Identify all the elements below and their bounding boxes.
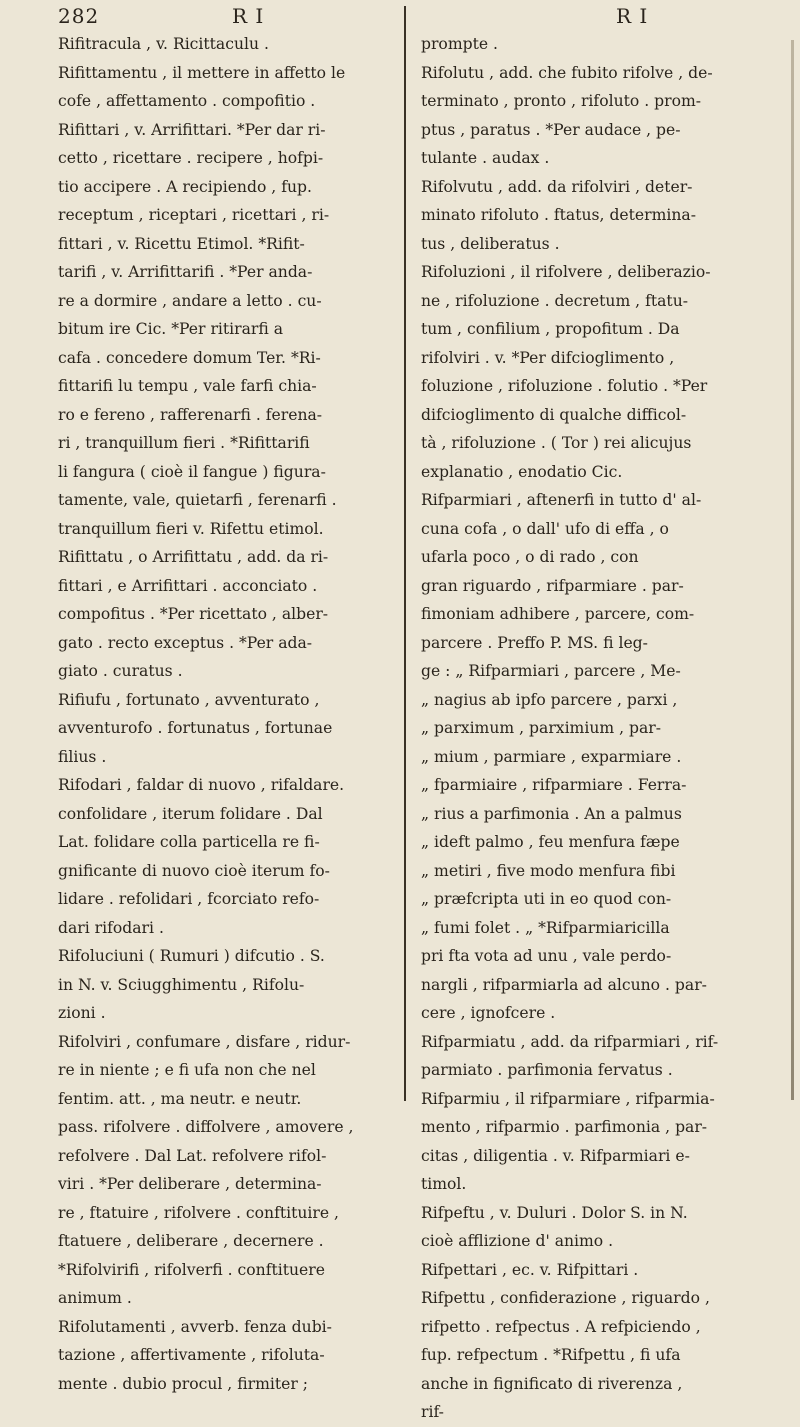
- entry-line: „ nagius ab ipfo parcere , parxi ,: [421, 690, 678, 709]
- left-column: [58, 30, 403, 1398]
- entry-line: giato . curatus .: [58, 662, 183, 680]
- entry-line: cioè afflizione d' animo .: [421, 1232, 614, 1250]
- entry-line: Rifiufu , fortunato , avventurato ,: [58, 690, 320, 709]
- entry-line: Rifolutamenti , avverb. fenza dubi-: [58, 1317, 332, 1336]
- entry-line: lidare . refolidari , fcorciato refo-: [58, 890, 320, 908]
- entry-line: Rifolviri , confumare , disfare , ridur-: [58, 1032, 351, 1051]
- entry-line: ge : „ Rifparmiari , parcere , Me-: [421, 662, 681, 680]
- entry-line: ro e fereno , rafferenarfi . ferena-: [58, 405, 323, 424]
- entry-line: fup. refpectum . *Rifpettu , fi ufa: [421, 1346, 681, 1364]
- entry-line: mento , rifparmio . parfimonia , par-: [421, 1118, 708, 1136]
- entry-line: filius .: [58, 747, 107, 766]
- entry-line: li fangura ( cioè il fangue ) figura-: [58, 462, 326, 481]
- entry-line: „ fumi folet . „ *Rifparmiaricilla: [421, 918, 670, 937]
- entry-line: Rifparmiu , il rifparmiare , rifparmia-: [421, 1089, 715, 1108]
- entry-line: „ mium , parmiare , exparmiare .: [421, 747, 682, 766]
- entry-line: mente . dubio procul , firmiter ;: [58, 1374, 309, 1393]
- entry-line: ftatuere , deliberare , decernere .: [58, 1232, 324, 1250]
- entry-line: Rifitracula , v. Ricittaculu .: [58, 35, 269, 53]
- entry-line: tus , deliberatus .: [421, 234, 560, 253]
- entry-line: cuna cofa , o dall' ufo di effa , o: [421, 519, 669, 538]
- entry-line: re , ftatuire , rifolvere . conftituire ,: [58, 1203, 339, 1222]
- entry-line: tum , confilium , propofitum . Da: [421, 320, 680, 338]
- entry-line: pri fta vota ad unu , vale perdo-: [421, 947, 672, 965]
- column-divider: [404, 6, 406, 1101]
- entry-line: cofe , affettamento . compofitio .: [58, 92, 316, 110]
- entry-line: bitum ire Cic. *Per ritirarfi a: [58, 320, 283, 338]
- entry-line: receptum , riceptari , ricettari , ri-: [58, 206, 330, 224]
- entry-line: Rifittari , v. Arrifittari. *Per dar ri-: [58, 120, 326, 139]
- entry-line: tà , rifoluzione . ( Tor ) rei alicujus: [421, 434, 692, 452]
- entry-line: Rifpettari , ec. v. Rifpittari .: [421, 1260, 639, 1279]
- entry-line: rifpetto . refpectus . A refpiciendo ,: [421, 1317, 701, 1336]
- page-edge-shadow: [791, 40, 794, 1100]
- entry-line: rif-: [421, 1403, 444, 1421]
- entry-line: ne , rifoluzione . decretum , ftatu-: [421, 291, 689, 310]
- entry-line: tulante . audax .: [421, 149, 550, 167]
- entry-line: minato rifoluto . ftatus, determina-: [421, 206, 696, 224]
- entry-line: „ fparmiaire , rifparmiare . Ferra-: [421, 776, 687, 794]
- entry-line: „ metiri , five modo menfura fibi: [421, 861, 676, 880]
- entry-line: re in niente ; e fi ufa non che nel: [58, 1061, 316, 1079]
- entry-line: cetto , ricettare . recipere , hofpi-: [58, 149, 324, 167]
- entry-line: confolidare , iterum folidare . Dal: [58, 804, 323, 823]
- entry-line: citas , diligentia . v. Rifparmiari e-: [421, 1146, 690, 1165]
- entry-line: *Rifolvirifi , rifolverfi . conftituere: [58, 1260, 325, 1279]
- entry-line: Rifparmiari , aftenerfi in tutto d' al-: [421, 491, 702, 509]
- entry-line: difcioglimento di qualche difficol-: [421, 405, 687, 424]
- entry-line: terminato , pronto , rifoluto . prom-: [421, 92, 702, 110]
- entry-line: „ rius a parfimonia . An a palmus: [421, 804, 682, 823]
- entry-line: zioni .: [58, 1004, 106, 1022]
- entry-line: explanatio , enodatio Cic.: [421, 462, 623, 481]
- entry-line: tazione , affertivamente , rifoluta-: [58, 1346, 325, 1364]
- entry-line: ufarla poco , o di rado , con: [421, 548, 639, 566]
- entry-line: Rifittamentu , il mettere in affetto le: [58, 63, 346, 82]
- entry-line: tio accipere . A recipiendo , fup.: [58, 177, 312, 196]
- entry-line: Rifolutu , add. che fubito rifolve , de-: [421, 63, 713, 82]
- entry-line: ptus , paratus . *Per audace , pe-: [421, 120, 681, 139]
- entry-line: timol.: [421, 1175, 467, 1193]
- entry-line: „ parximum , parximium , par-: [421, 719, 662, 737]
- entry-line: dari rifodari .: [58, 918, 164, 937]
- entry-line: avventurofo . fortunatus , fortunae: [58, 719, 333, 737]
- entry-line: rifolviri . v. *Per difcioglimento ,: [421, 348, 675, 367]
- entry-line: prompte .: [421, 35, 499, 53]
- page-number: 282: [58, 4, 100, 28]
- entry-line: animum .: [58, 1289, 132, 1307]
- entry-line: ri , tranquillum fieri . *Rifittarifi: [58, 434, 310, 452]
- entry-line: cere , ignofcere .: [421, 1004, 556, 1022]
- running-head-right: R I: [616, 4, 649, 28]
- entry-line: cafa . concedere domum Ter. *Ri-: [58, 348, 321, 367]
- entry-line: tarifi , v. Arrifittarifi . *Per anda-: [58, 263, 313, 281]
- entry-line: tamente, vale, quietarfi , ferenarfi .: [58, 491, 337, 509]
- entry-line: Rifparmiatu , add. da rifparmiari , rif-: [421, 1032, 719, 1051]
- entry-line: in N. v. Sciugghimentu , Rifolu-: [58, 975, 305, 994]
- entry-line: parcere . Preffo P. MS. fi leg-: [421, 633, 648, 652]
- entry-line: compofitus . *Per ricettato , alber-: [58, 605, 329, 623]
- entry-line: fentim. att. , ma neutr. e neutr.: [58, 1089, 302, 1108]
- entry-line: parmiato . parfimonia fervatus .: [421, 1061, 673, 1079]
- entry-line: refolvere . Dal Lat. refolvere rifol-: [58, 1146, 327, 1165]
- entry-line: Rifittatu , o Arrifittatu , add. da ri-: [58, 548, 329, 566]
- entry-line: tranquillum fieri v. Rifettu etimol.: [58, 519, 324, 538]
- entry-line: gato . recto exceptus . *Per ada-: [58, 633, 313, 652]
- entry-line: pass. rifolvere . diffolvere , amovere ,: [58, 1118, 354, 1136]
- entry-line: gran riguardo , rifparmiare . par-: [421, 576, 684, 595]
- running-head-left: R I: [232, 4, 265, 28]
- entry-line: viri . *Per deliberare , determina-: [58, 1175, 322, 1193]
- right-column: [421, 30, 766, 1427]
- entry-line: Rifoluzioni , il rifolvere , deliberazio-: [421, 263, 711, 281]
- entry-line: Rifolvutu , add. da rifolviri , deter-: [421, 177, 693, 196]
- entry-line: fittarifi lu tempu , vale farfi chia-: [58, 377, 317, 395]
- entry-line: Rifpeftu , v. Duluri . Dolor S. in N.: [421, 1203, 688, 1222]
- entry-line: Rifodari , faldar di nuovo , rifaldare.: [58, 776, 345, 794]
- entry-line: nargli , rifparmiarla ad alcuno . par-: [421, 975, 707, 994]
- entry-line: fittari , e Arrifittari . acconciato .: [58, 576, 318, 595]
- entry-line: Rifpettu , confiderazione , riguardo ,: [421, 1289, 710, 1307]
- entry-line: anche in fignificato di riverenza ,: [421, 1374, 683, 1393]
- entry-line: fimoniam adhibere , parcere, com-: [421, 605, 695, 623]
- entry-line: fittari , v. Ricettu Etimol. *Rifit-: [58, 234, 305, 253]
- entry-line: Rifoluciuni ( Rumuri ) difcutio . S.: [58, 947, 325, 965]
- entry-line: foluzione , rifoluzione . folutio . *Per: [421, 377, 708, 395]
- entry-line: gnificante di nuovo cioè iterum fo-: [58, 861, 330, 880]
- entry-line: „ præfcripta uti in eo quod con-: [421, 890, 672, 908]
- entry-line: re a dormire , andare a letto . cu-: [58, 291, 322, 310]
- entry-line: „ ideft palmo , feu menfura fæpe: [421, 833, 680, 851]
- entry-line: Lat. folidare colla particella re fi-: [58, 833, 320, 851]
